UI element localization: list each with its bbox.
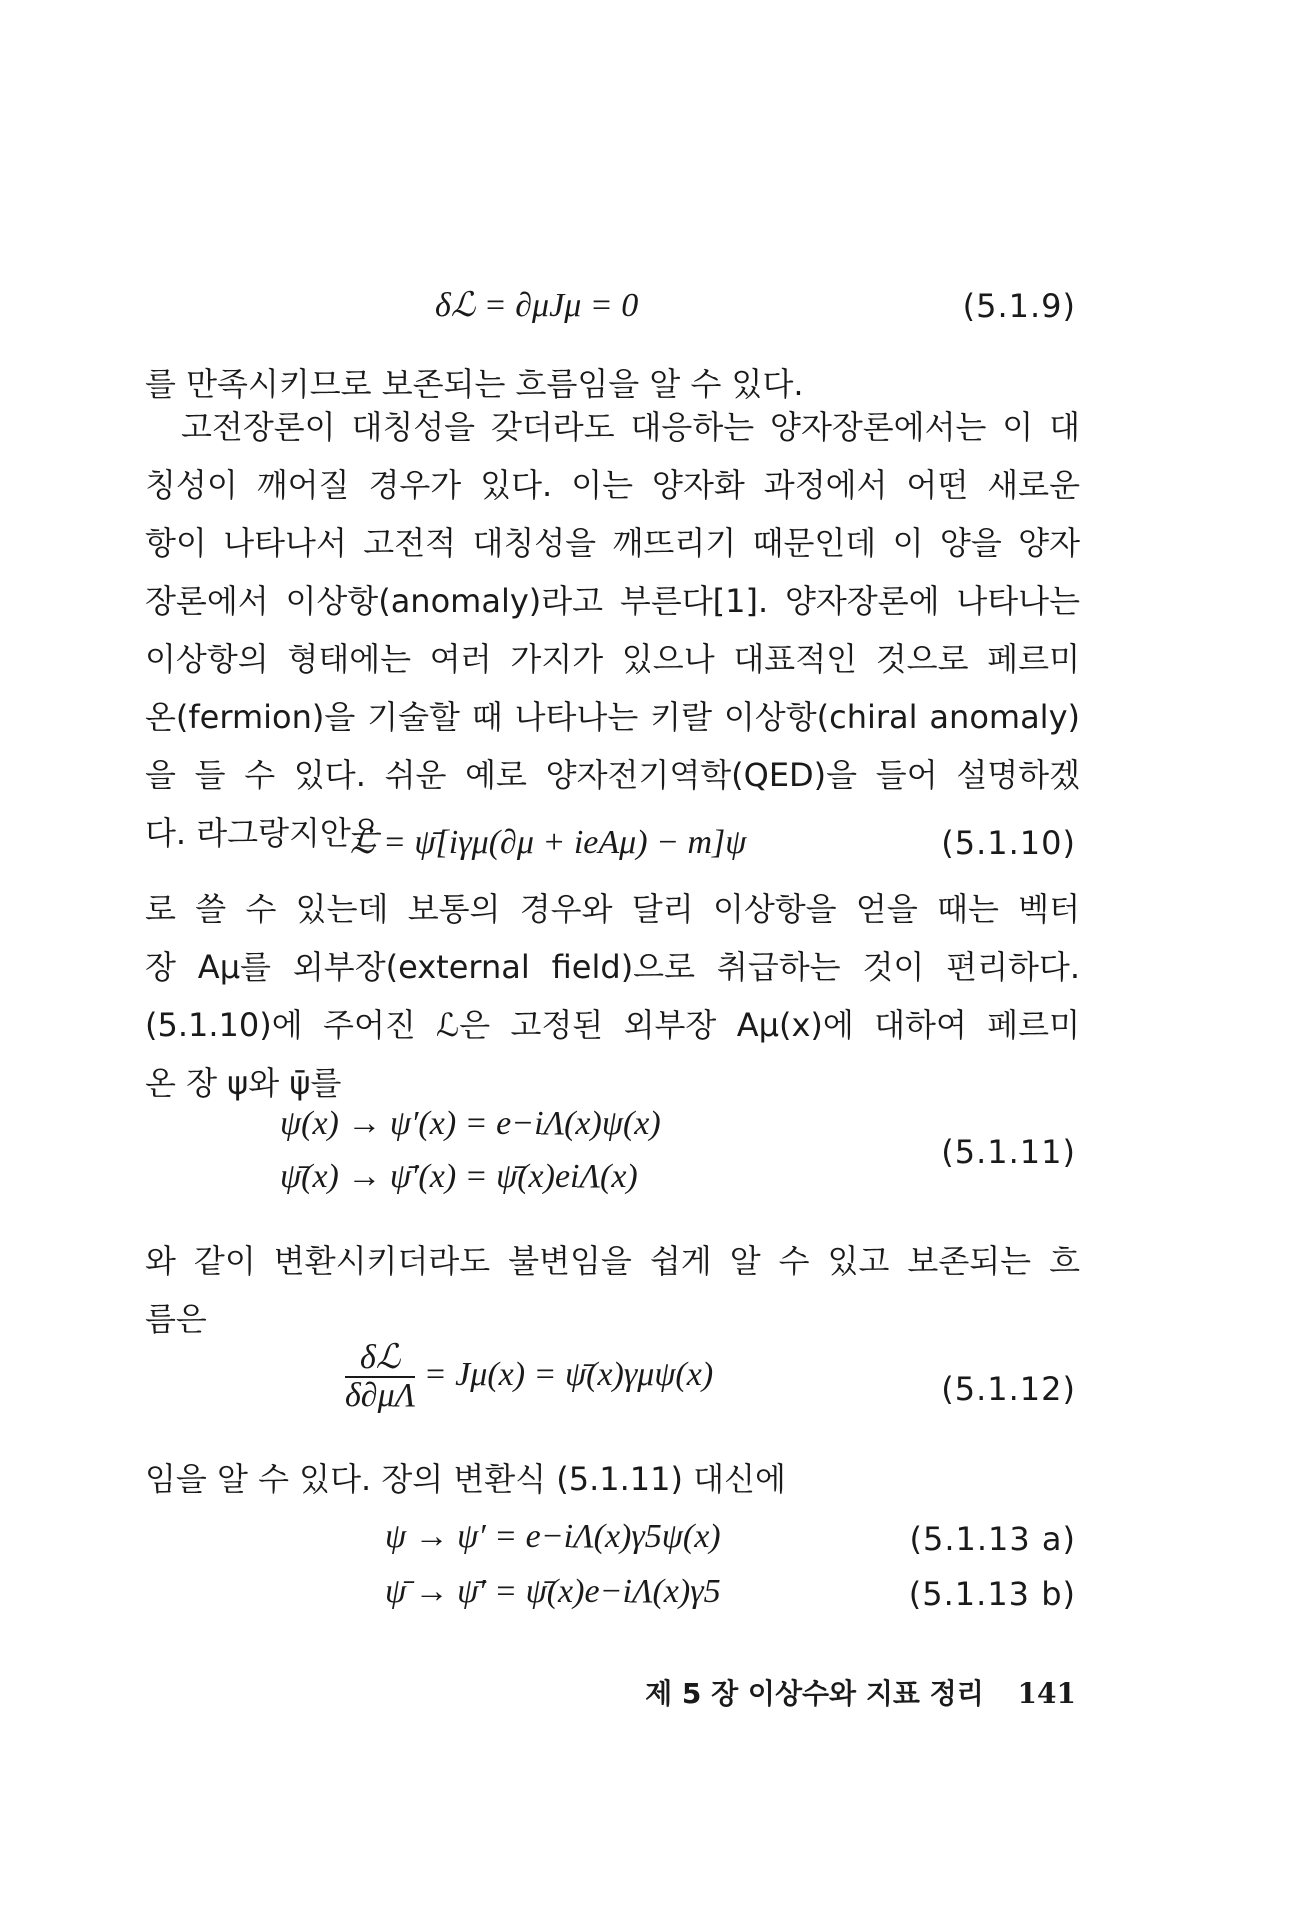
text-line: (5.1.10)에 주어진 ℒ은 고정된 외부장 Aμ(x)에 대하여 페르미 — [145, 1006, 1080, 1044]
text-line: 고전장론이 대칭성을 갖더라도 대응하는 양자장론에서는 이 대 — [181, 408, 1080, 446]
text-line: 와 같이 변환시키더라도 불변임을 쉽게 알 수 있고 보존되는 흐 — [145, 1242, 1080, 1280]
equation-number-5-1-13-b: (5.1.13 b) — [908, 1575, 1076, 1613]
text-line: 로 쓸 수 있는데 보통의 경우와 달리 이상항을 얻을 때는 벡터 — [145, 890, 1080, 928]
fraction-denominator: δ∂μΛ — [345, 1377, 416, 1414]
text-line: 항이 나타나서 고전적 대칭성을 깨뜨리기 때문인데 이 양을 양자 — [145, 524, 1080, 562]
paragraph-4 — [145, 1232, 1080, 1348]
equation-rhs: = Jμ(x) = ψ̄(x)γμψ(x) — [423, 1355, 714, 1393]
paragraph-2 — [145, 398, 1080, 862]
equation-5-1-13-b: ψ̄ → ψ̄′ = ψ̄(x)e−iΛ(x)γ5 — [385, 1573, 721, 1610]
fraction — [345, 1340, 415, 1414]
text-line: 온 장 ψ와 ψ̄를 — [145, 1064, 342, 1102]
equation-5-1-12 — [345, 1340, 713, 1414]
equation-number-5-1-10: (5.1.10) — [941, 824, 1076, 862]
equation-5-1-11-b: ψ̄(x) → ψ̄′(x) = ψ̄(x)eiΛ(x) — [280, 1158, 638, 1195]
text-line: 임을 알 수 있다. 장의 변환식 (5.1.11) 대신에 — [145, 1460, 786, 1498]
fraction-numerator: δℒ — [345, 1340, 415, 1378]
text-line: 온(fermion)을 기술할 때 나타나는 키랄 이상항(chiral anomaly) — [145, 698, 1080, 736]
text-line: 장론에서 이상항(anomaly)라고 부른다[1]. 양자장론에 나타나는 — [145, 582, 1080, 620]
paragraph-5 — [145, 1450, 1080, 1508]
equation-5-1-10: ℒ = ψ̄[iγμ(∂μ + ieAμ) − m]ψ — [350, 824, 747, 861]
text-line: 장 Aμ를 외부장(external field)으로 취급하는 것이 편리하다. — [145, 948, 1080, 986]
equation-number-5-1-9: (5.1.9) — [962, 287, 1076, 325]
paragraph-3 — [145, 880, 1080, 1112]
equation-5-1-9: δℒ = ∂μJμ = 0 — [435, 287, 639, 324]
text-line: 름은 — [145, 1300, 207, 1338]
equation-5-1-13-a: ψ → ψ′ = e−iΛ(x)γ5ψ(x) — [385, 1518, 721, 1555]
equation-number-5-1-13-a: (5.1.13 a) — [909, 1520, 1076, 1558]
chapter-title: 제 5 장 이상수와 지표 정리 — [645, 1677, 984, 1710]
equation-5-1-11-a: ψ(x) → ψ′(x) = e−iΛ(x)ψ(x) — [280, 1105, 661, 1142]
text-line: 를 만족시키므로 보존되는 흐름임을 알 수 있다. — [145, 365, 804, 403]
equation-number-5-1-11: (5.1.11) — [941, 1133, 1076, 1171]
text-line: 칭성이 깨어질 경우가 있다. 이는 양자화 과정에서 어떤 새로운 — [145, 466, 1080, 504]
text-line: 을 들 수 있다. 쉬운 예로 양자전기역학(QED)을 들어 설명하겠 — [145, 756, 1080, 794]
page-number: 141 — [1017, 1677, 1076, 1710]
running-footer — [645, 1672, 1076, 1712]
equation-number-5-1-12: (5.1.12) — [941, 1370, 1076, 1408]
text-line: 다. 라그랑지안은 — [145, 814, 382, 852]
text-line: 이상항의 형태에는 여러 가지가 있으나 대표적인 것으로 페르미 — [145, 640, 1080, 678]
